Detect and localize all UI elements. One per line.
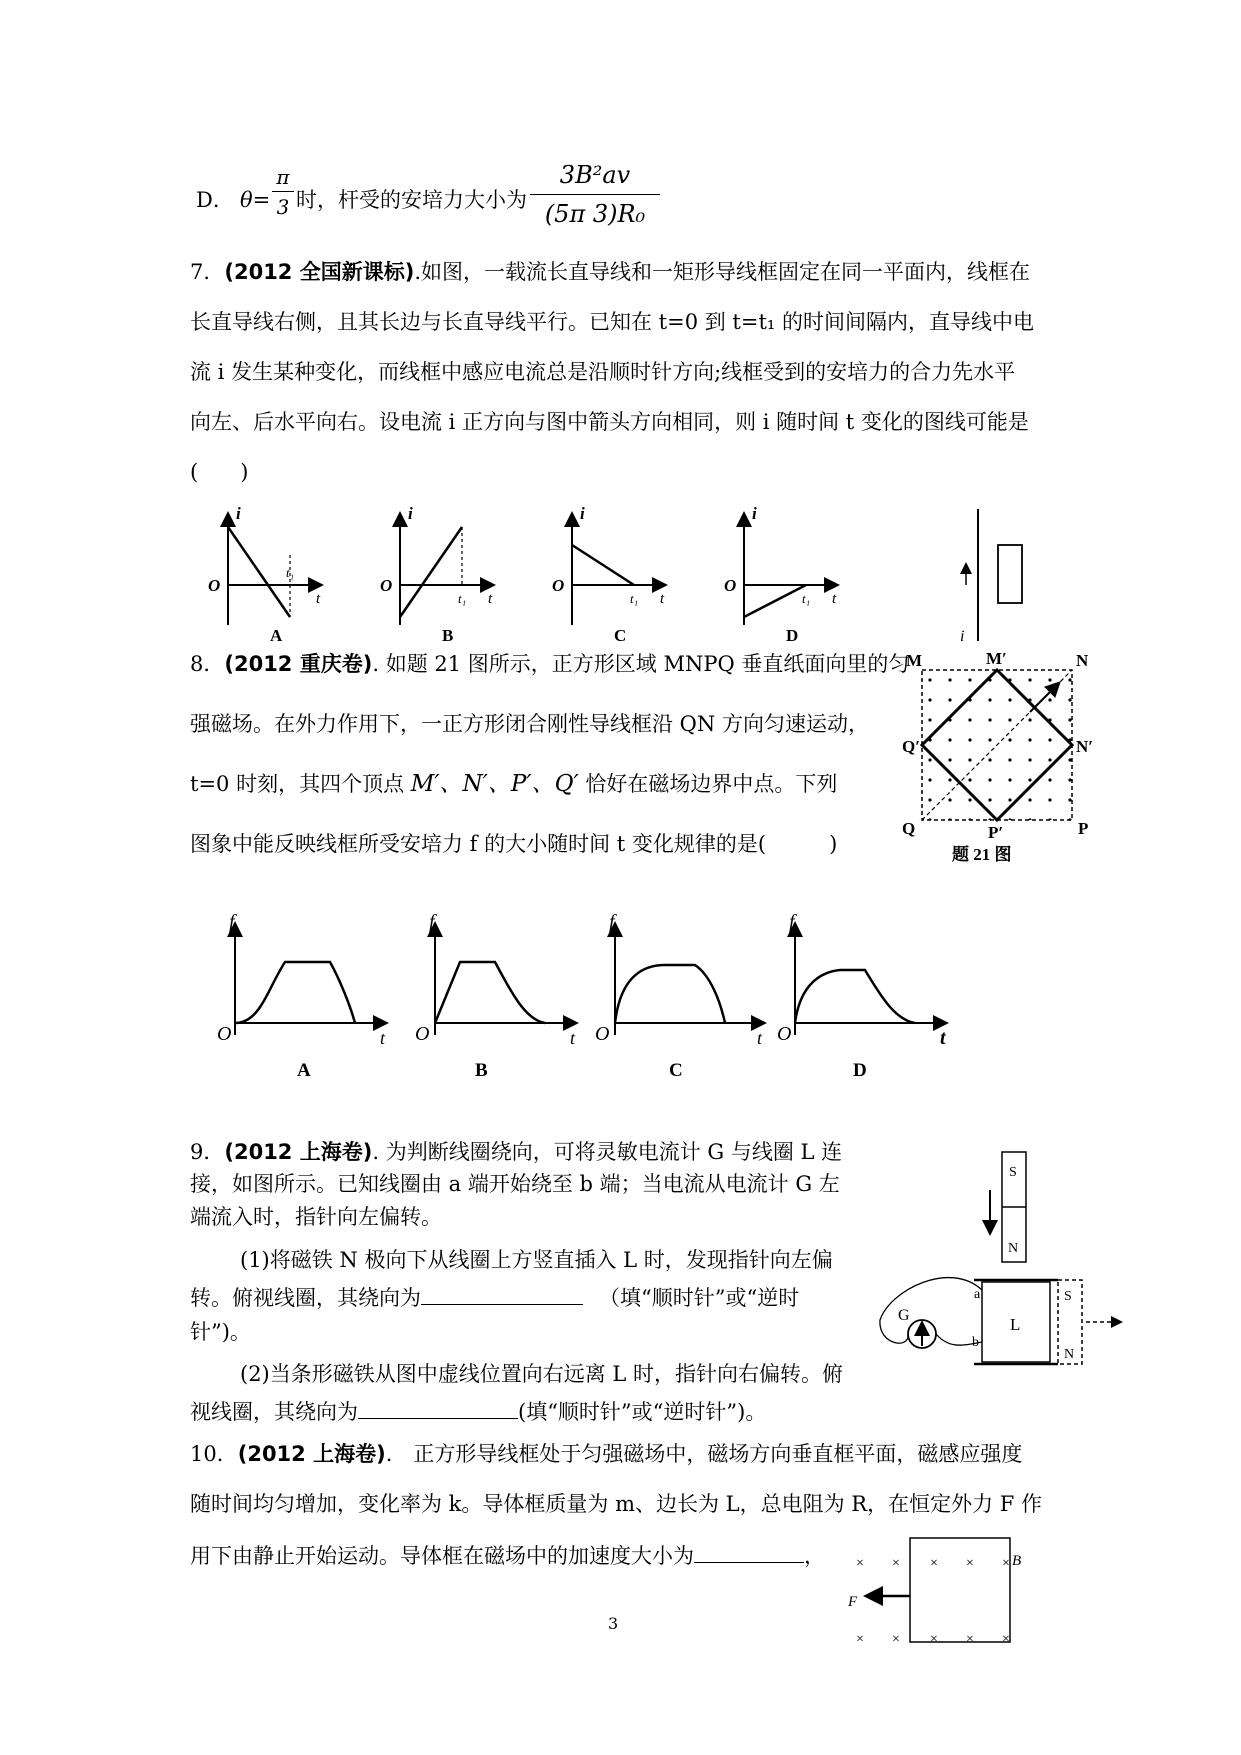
q7-a-ylabel: i: [236, 505, 241, 523]
q8-points: M′、N′、P′、Q′: [410, 771, 579, 797]
q6-text: 时，杆受的安培力大小为: [296, 188, 527, 212]
q10-cross: ×: [856, 1632, 864, 1647]
q7-graph-c: [552, 505, 665, 645]
q10-line1: [190, 1440, 1022, 1468]
q8-label-q: Q: [902, 819, 916, 838]
q9-text1: . 为判断线圈绕向，可将灵敏电流计 G 与线圈 L 连: [372, 1140, 843, 1164]
q7-line1: [190, 258, 1030, 286]
q8-label-m1: M′: [986, 650, 1007, 668]
q6-option-label: D．: [196, 188, 234, 212]
q9-line3: 端流入时，指针向左偏转。: [190, 1205, 442, 1229]
q8-num: 8．: [190, 652, 225, 676]
q8-label-n: N: [1076, 651, 1089, 670]
q7-d-label: D: [786, 626, 799, 645]
q8-figure: [900, 650, 1100, 865]
q7-b-origin: O: [380, 576, 393, 595]
q10-text3b: ，: [804, 1544, 825, 1568]
q8-d-origin: O: [777, 1023, 792, 1045]
q8-a-label: A: [297, 1060, 311, 1081]
q7-a-t1: t₁: [286, 565, 295, 580]
q6-option-d: [196, 186, 234, 214]
q9-line7: (2)当条形磁铁从图中虚线位置向右远离 L 时，指针向右偏转。俯: [240, 1362, 844, 1386]
q8-graph-b: [415, 911, 576, 1081]
q8-line3: [190, 770, 837, 798]
q8-caption: 题 21 图: [952, 845, 1012, 864]
q7-a-label: A: [270, 626, 283, 645]
q8-graph-a: [217, 911, 386, 1081]
q7-c-label: C: [614, 626, 627, 645]
q6-frac-den: 3: [276, 195, 290, 219]
q8-b-xlabel: t: [570, 1028, 576, 1048]
q7-graph-a: [208, 505, 321, 645]
q7-b-label: B: [442, 626, 454, 645]
q10-label-b: B: [1012, 1553, 1022, 1569]
q9-line1: [190, 1138, 842, 1166]
q9-galvanometer-g: G: [898, 1307, 910, 1324]
q8-a-origin: O: [217, 1023, 232, 1045]
q7-source: (2012 全国新课标): [224, 260, 415, 284]
q10-cross: ×: [930, 1556, 938, 1571]
q9-figure: [870, 1150, 1130, 1370]
q7-d-ylabel: i: [752, 505, 757, 523]
q10-cross: ×: [856, 1556, 864, 1571]
q8-c-ylabel: f: [609, 911, 615, 933]
q9-coil-b: b: [972, 1335, 979, 1350]
page-number: 3: [608, 1614, 619, 1633]
q9-magnet-s: S: [1009, 1165, 1017, 1180]
q6-formula-num: 3B²av: [559, 161, 631, 189]
q7-line5: ( ): [190, 460, 249, 484]
q8-text3a: t=0 时刻，其四个顶点: [190, 772, 405, 796]
q8-b-ylabel: f: [429, 911, 435, 933]
q8-line4: 图象中能反映线框所受安培力 f 的大小随时间 t 变化规律的是( ): [190, 832, 838, 856]
q7-figure: [190, 505, 1130, 645]
q9-dashed-s: S: [1064, 1289, 1072, 1304]
q7-line3: 流 i 发生某种变化，而线框中感应电流总是沿顺时针方向;线框受到的安培力的合力先水平: [190, 360, 1016, 384]
q9-line2: 接，如图所示。已知线圈由 a 端开始绕至 b 端；当电流从电流计 G 左: [190, 1172, 840, 1196]
q9-text5b: （填“顺时针”或“逆时: [599, 1286, 800, 1310]
q10-label-f: F: [848, 1594, 858, 1610]
q7-text1: .如图，一载流长直导线和一矩形导线框固定在同一平面内，线框在: [414, 260, 1031, 284]
q10-cross: ×: [966, 1556, 974, 1571]
q8-text1: . 如题 21 图所示，正方形区域 MNPQ 垂直纸面向里的匀: [372, 652, 910, 676]
q8-label-p1: P′: [988, 823, 1004, 842]
q9-coil-l: L: [1010, 1315, 1021, 1334]
q10-source: (2012 上海卷): [237, 1442, 386, 1466]
q8-a-xlabel: t: [380, 1028, 386, 1048]
q6-frac-bar: [272, 191, 294, 192]
q10-cross: ×: [892, 1556, 900, 1571]
q7-line2: 长直导线右侧，且其长边与长直导线平行。已知在 t=0 到 t=t₁ 的时间间隔内，直导线中电: [190, 310, 1034, 334]
q8-graphs: [205, 910, 1035, 1085]
q8-text3b: 恰好在磁场边界中点。下列: [585, 772, 838, 796]
q10-cross: ×: [966, 1632, 974, 1647]
q9-line6: 针”)。: [190, 1320, 251, 1344]
q7-b-t1: t₁: [458, 591, 467, 606]
q7-a-origin: O: [208, 576, 221, 595]
q6-formula-den: (5π 3)R₀: [544, 200, 646, 228]
q7-graph-b: [380, 505, 493, 645]
q6-frac-num: π: [276, 165, 290, 189]
q7-b-xlabel: t: [488, 591, 493, 607]
q8-label-n1: N′: [1076, 737, 1094, 756]
q6-formula-bar: [530, 194, 660, 195]
q10-text1: . 正方形导线框处于匀强磁场中，磁场方向垂直框平面，磁感应强度: [385, 1442, 1023, 1466]
q7-graph-d: [724, 505, 837, 645]
q8-d-ylabel: f: [789, 911, 795, 933]
q9-answer-blank-2[interactable]: [358, 1396, 518, 1419]
q8-d-xlabel: t: [940, 1027, 946, 1049]
q9-dashed-n: N: [1064, 1347, 1075, 1362]
q8-label-q1: Q′: [902, 737, 921, 756]
q10-cross: ×: [1002, 1632, 1010, 1647]
q8-line1: [190, 650, 909, 678]
q9-line8: [190, 1396, 766, 1426]
q9-text5a: 转。俯视线圈，其绕向为: [190, 1286, 421, 1310]
q7-wire-frame: [960, 509, 1022, 645]
q8-c-origin: O: [595, 1023, 610, 1045]
q7-c-origin: O: [552, 576, 565, 595]
q8-source: (2012 重庆卷): [224, 652, 373, 676]
q10-crosses: [856, 1556, 1010, 1647]
q10-figure: [840, 1534, 1030, 1649]
q7-d-xlabel: t: [832, 591, 837, 607]
q8-a-ylabel: f: [229, 911, 235, 933]
q10-cross: ×: [930, 1632, 938, 1647]
q7-d-t1: t₁: [802, 591, 811, 606]
q7-wire-label: i: [960, 628, 965, 645]
q7-num: 7．: [190, 260, 225, 284]
q8-graph-c: [595, 911, 763, 1081]
q8-c-xlabel: t: [757, 1028, 763, 1048]
q8-b-origin: O: [415, 1023, 430, 1045]
q8-b-label: B: [475, 1060, 488, 1081]
q9-text8a: 视线圈，其绕向为: [190, 1400, 358, 1424]
q10-line2: 随时间均匀增加，变化率为 k。导体框质量为 m、边长为 L，总电阻为 R，在恒定外力 F 作: [190, 1492, 1043, 1516]
q7-c-t1: t₁: [630, 591, 639, 606]
q9-coil-a: a: [974, 1287, 981, 1302]
q10-text3a: 用下由静止开始运动。导体框在磁场中的加速度大小为: [190, 1544, 694, 1568]
q10-cross: ×: [892, 1632, 900, 1647]
q7-c-xlabel: t: [660, 591, 665, 607]
q7-c-ylabel: i: [580, 505, 585, 523]
q10-num: 10．: [190, 1442, 238, 1466]
q10-cross: ×: [1002, 1556, 1010, 1571]
q7-a-xlabel: t: [316, 591, 321, 607]
q7-b-ylabel: i: [408, 505, 413, 523]
q9-text8b: (填“顺时针”或“逆时针”)。: [518, 1400, 767, 1424]
q9-line5: [190, 1282, 799, 1312]
q8-line2: 强磁场。在外力作用下，一正方形闭合刚性导线框沿 QN 方向匀速运动，: [190, 712, 869, 736]
q9-magnet-n: N: [1008, 1241, 1019, 1256]
q9-num: 9．: [190, 1140, 225, 1164]
q8-label-p: P: [1078, 819, 1089, 838]
q9-source: (2012 上海卷): [224, 1140, 373, 1164]
q9-line4: (1)将磁铁 N 极向下从线圈上方竖直插入 L 时，发现指针向左偏: [240, 1248, 833, 1272]
q7-line4: 向左、后水平向右。设电流 i 正方向与图中箭头方向相同，则 i 随时间 t 变化的图线可能是: [190, 410, 1029, 434]
q8-graph-d: [777, 911, 947, 1081]
q8-d-label: D: [853, 1060, 867, 1081]
q9-answer-blank-1[interactable]: [421, 1282, 583, 1305]
q6-theta: θ=: [240, 188, 271, 212]
q8-label-m: M: [906, 651, 923, 670]
q10-answer-blank[interactable]: [694, 1540, 804, 1563]
q10-line3: [190, 1540, 825, 1570]
q7-d-origin: O: [724, 576, 737, 595]
q8-c-label: C: [669, 1060, 683, 1081]
